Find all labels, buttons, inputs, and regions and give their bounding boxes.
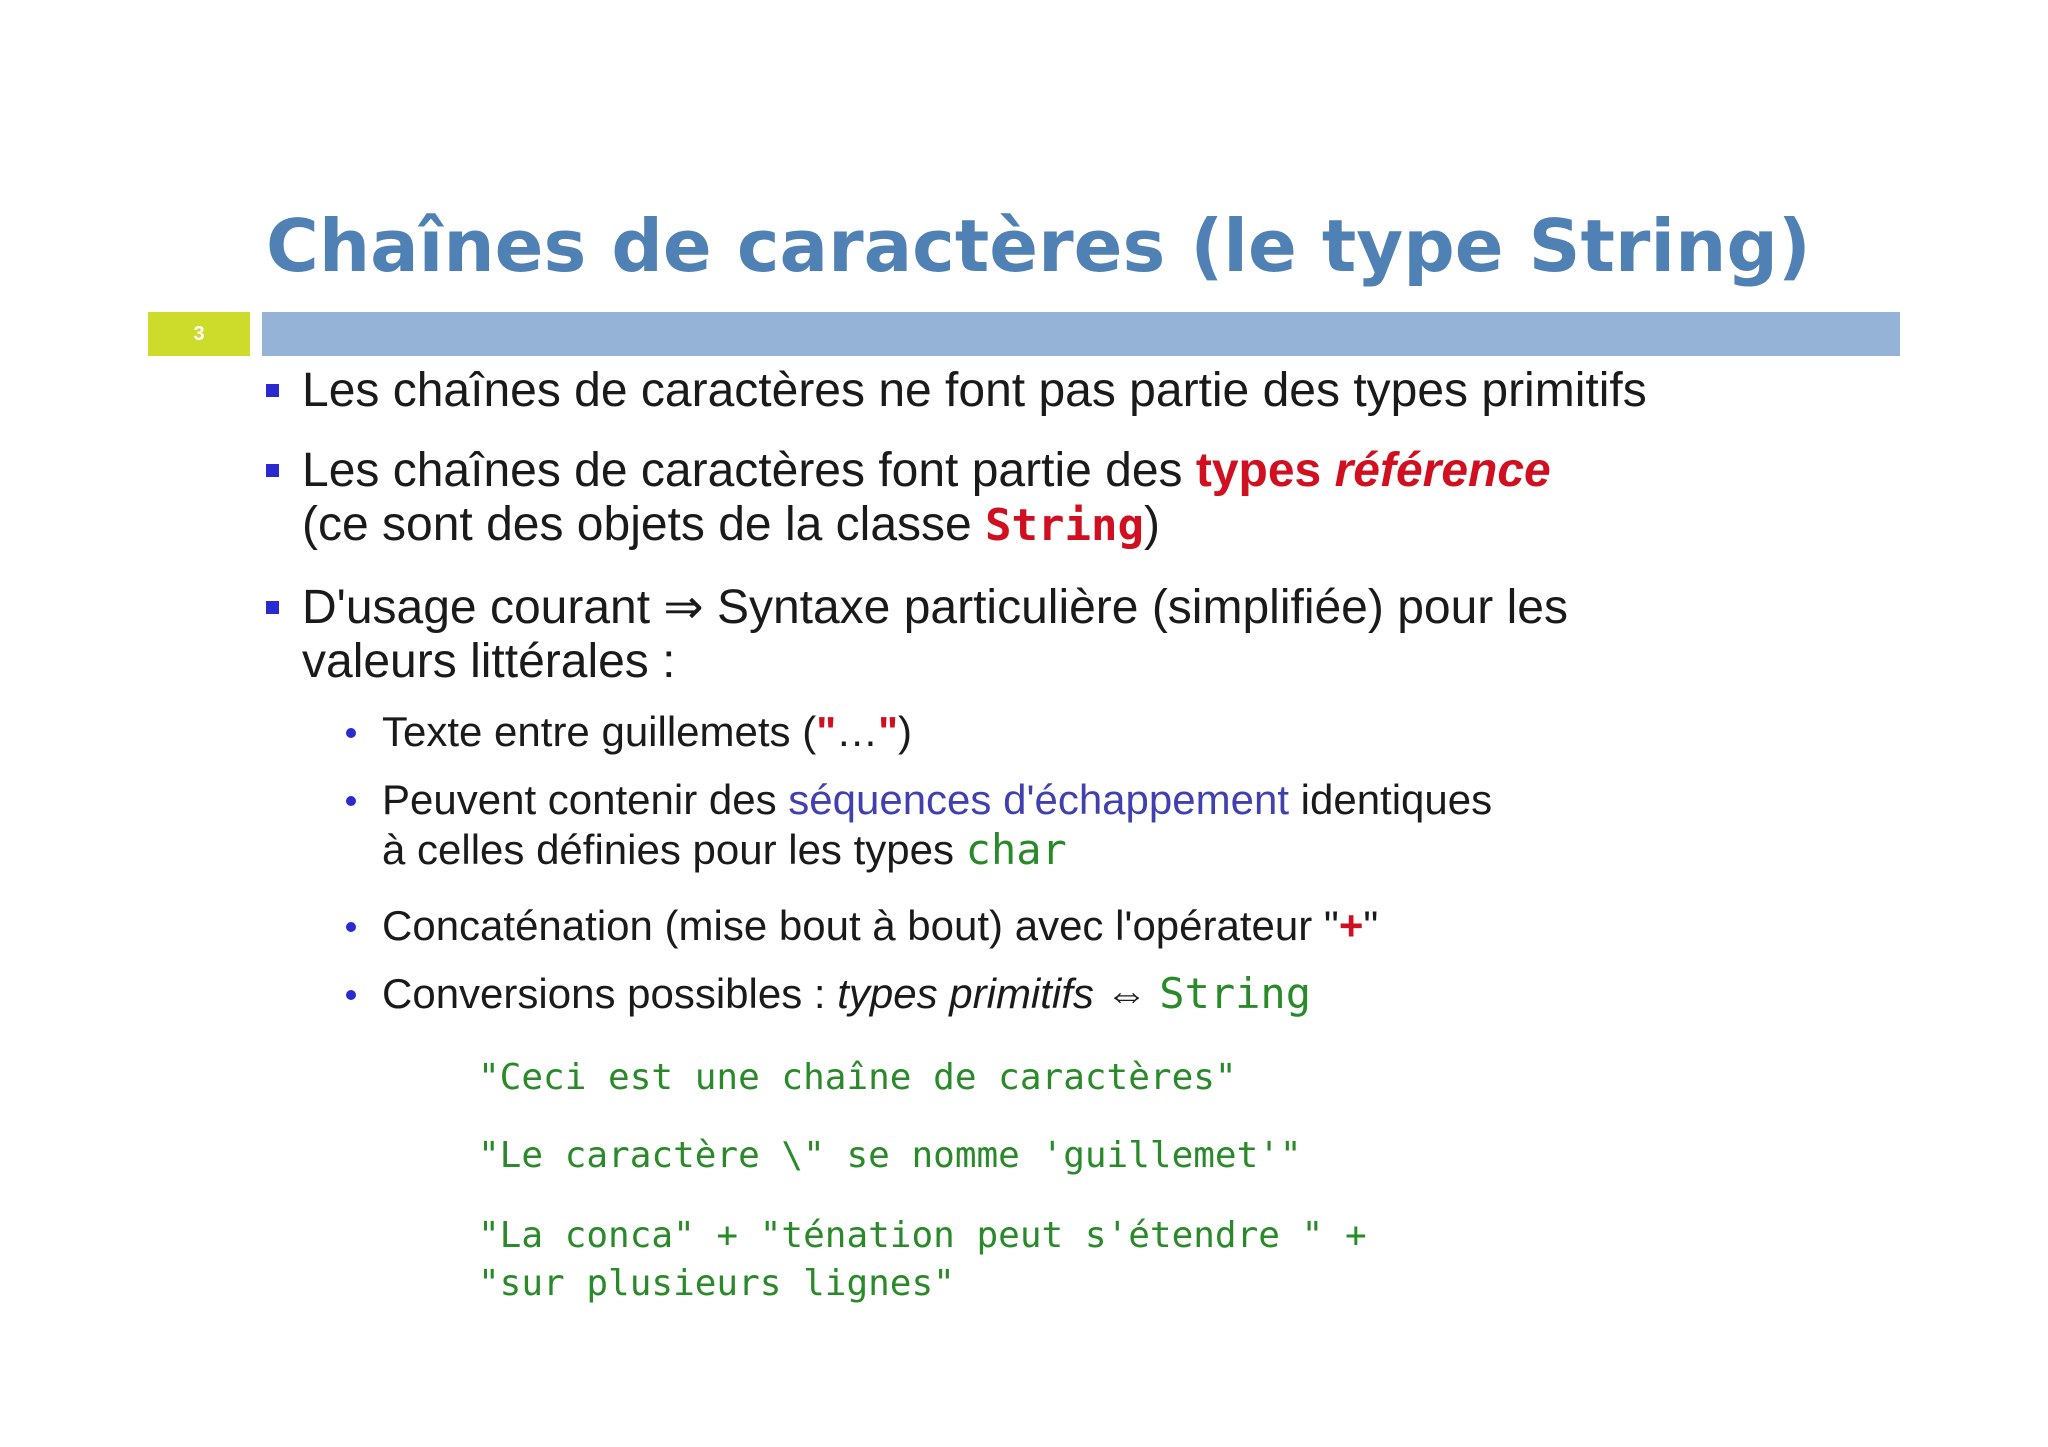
bullet-literal-syntax (262, 581, 1922, 689)
bullet-text-suffix: ) (1144, 498, 1160, 551)
bidirectional-arrow-icon: ⇔ (1093, 970, 1160, 1017)
sub-bullet-suffix: " (1363, 902, 1379, 949)
bullet-text-line2: (ce sont des objets de la classe (302, 498, 986, 551)
code-example-1: "Ceci est une chaîne de caractères" (478, 1057, 1237, 1098)
sub-bullet-text-line2: à celles définies pour les types (382, 826, 966, 873)
dot-bullet-icon (346, 728, 356, 738)
square-bullet-icon (266, 384, 279, 397)
plus-operator: + (1338, 902, 1364, 949)
primitive-types-term: types primitifs (837, 970, 1094, 1017)
sub-bullet-text: Concaténation (mise bout à bout) avec l'opérateur " (382, 902, 1339, 949)
sub-bullet-escape-sequences (262, 775, 1922, 875)
square-bullet-icon (266, 464, 279, 477)
dot-bullet-icon (346, 922, 356, 932)
sub-bullet-suffix: ) (898, 708, 913, 755)
char-type-code: char (965, 825, 1067, 874)
bullet-text: D'usage courant ⇒ Syntaxe particulière (simplifiée) pour les (302, 581, 1568, 634)
sub-bullet-text: Conversions possibles : (382, 970, 838, 1017)
sub-bullet-quotes (262, 707, 1922, 757)
slide-title: Chaînes de caractères (le type String) (266, 204, 1811, 288)
sub-bullet-conversions (262, 969, 1922, 1019)
code-example-3-line1: "La conca" + "ténation peut s'étendre " + (478, 1215, 1367, 1256)
slide-content (262, 364, 1922, 1019)
reference-keyword: référence (1334, 444, 1551, 497)
code-example-3-line2: "sur plusieurs lignes" (478, 1263, 955, 1304)
sub-bullet-text-suffix: identiques (1288, 776, 1493, 823)
types-keyword: types (1195, 444, 1335, 497)
bullet-reference-types (262, 444, 1922, 553)
code-example-2: "Le caractère \" se nomme 'guillemet'" (478, 1135, 1302, 1176)
title-underline-bar (262, 312, 1900, 356)
bullet-text: Les chaînes de caractères font partie des (302, 444, 1196, 497)
quote-close: " (878, 708, 899, 755)
string-class-code: String (985, 500, 1144, 551)
bullet-primitive-types (262, 364, 1922, 418)
sub-bullet-concatenation (262, 901, 1922, 951)
page-number: 3 (148, 312, 250, 356)
ellipsis: … (836, 708, 879, 755)
sub-bullet-text: Texte entre guillemets ( (382, 708, 817, 755)
quote-open: " (816, 708, 837, 755)
sub-bullet-text: Peuvent contenir des (382, 776, 789, 823)
bullet-text-line2: valeurs littérales : (302, 635, 676, 688)
dot-bullet-icon (346, 990, 356, 1000)
square-bullet-icon (266, 601, 279, 614)
bullet-text: Les chaînes de caractères ne font pas partie des types primitifs (302, 364, 1647, 417)
dot-bullet-icon (346, 796, 356, 806)
string-type-code: String (1159, 969, 1311, 1018)
escape-sequences-term: séquences d'échappement (788, 776, 1289, 823)
